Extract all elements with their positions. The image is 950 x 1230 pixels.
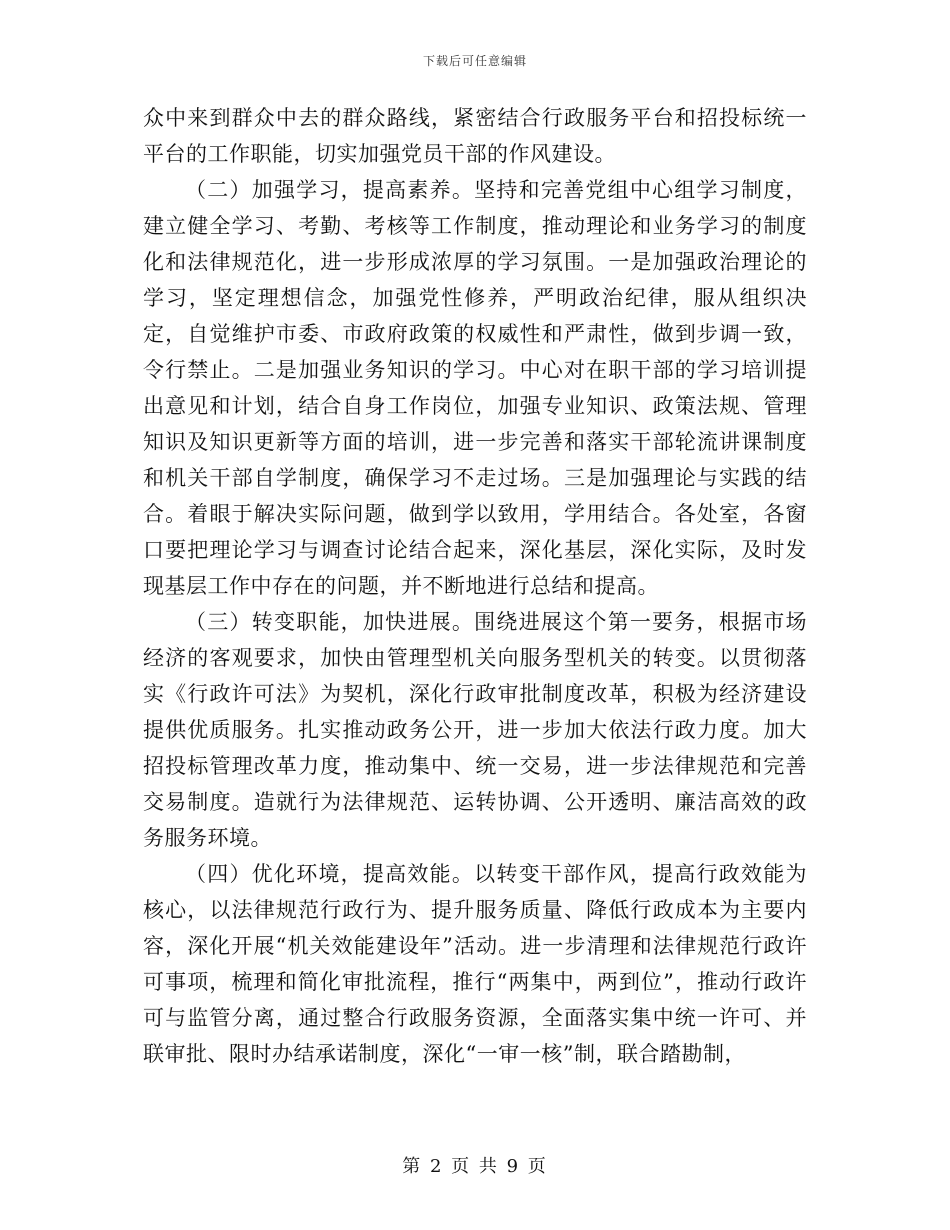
paragraph-section-2: （二）加强学习，提高素养。坚持和完善党组中心组学习制度，建立健全学习、考勤、考核等工作制度，推动理论和业务学习的制度化和法律规范化，进一步形成浓厚的学习氛围。一是加强政治理论的学习，坚定理想信念，加强党性修养，严明政治纪律，服从组织决定，自觉维护市委、市政府政策的权威性和严肃性，做到步调一致，令行禁止。二是加强业务知识的学习。中心对在职干部的学习培训提出意见和计划，结合自身工作岗位，加强专业知识、政策法规、管理知识及知识更新等方面的培训，进一步完善和落实干部轮流讲课制度和机关干部自学制度，确保学习不走过场。三是加强理论与实践的结合。着眼于解决实际问题，做到学以致用，学用结合。各处室，各窗口要把理论学习与调查讨论结合起来，深化基层，深化实际，及时发现基层工作中存在的问题，并不断地进行总结和提高。 (143, 178, 807, 598)
page-number: 第 2 页 共 9 页 (402, 1156, 548, 1177)
page-header-note: 下载后可任意编辑 (422, 54, 527, 68)
document-body (143, 100, 807, 1072)
paragraph-section-3: （三）转变职能，加快进展。围绕进展这个第一要务，根据市场经济的客观要求，加快由管理型机关向服务型机关的转变。以贯彻落实《行政许可法》为契机，深化行政审批制度改革，积极为经济建设提供优质服务。扎实推动政务公开，进一步加大依法行政力度。加大招投标管理改革力度，推动集中、统一交易，进一步法律规范和完善交易制度。造就行为法律规范、运转协调、公开透明、廉洁高效的政务服务环境。 (143, 610, 807, 850)
paragraph-section-4: （四）优化环境，提高效能。以转变干部作风，提高行政效能为核心，以法律规范行政行为、提升服务质量、降低行政成本为主要内容，深化开展“机关效能建设年”活动。进一步清理和法律规范行政许可事项，梳理和简化审批流程，推行“两集中，两到位”，推动行政许可与监管分离，通过整合行政服务资源，全面落实集中统一许可、并联审批、限时办结承诺制度，深化“一审一核”制，联合踏勘制， (143, 862, 807, 1066)
paragraph-continuation: 众中来到群众中去的群众路线，紧密结合行政服务平台和招投标统一平台的工作职能，切实加强党员干部的作风建设。 (143, 106, 807, 166)
